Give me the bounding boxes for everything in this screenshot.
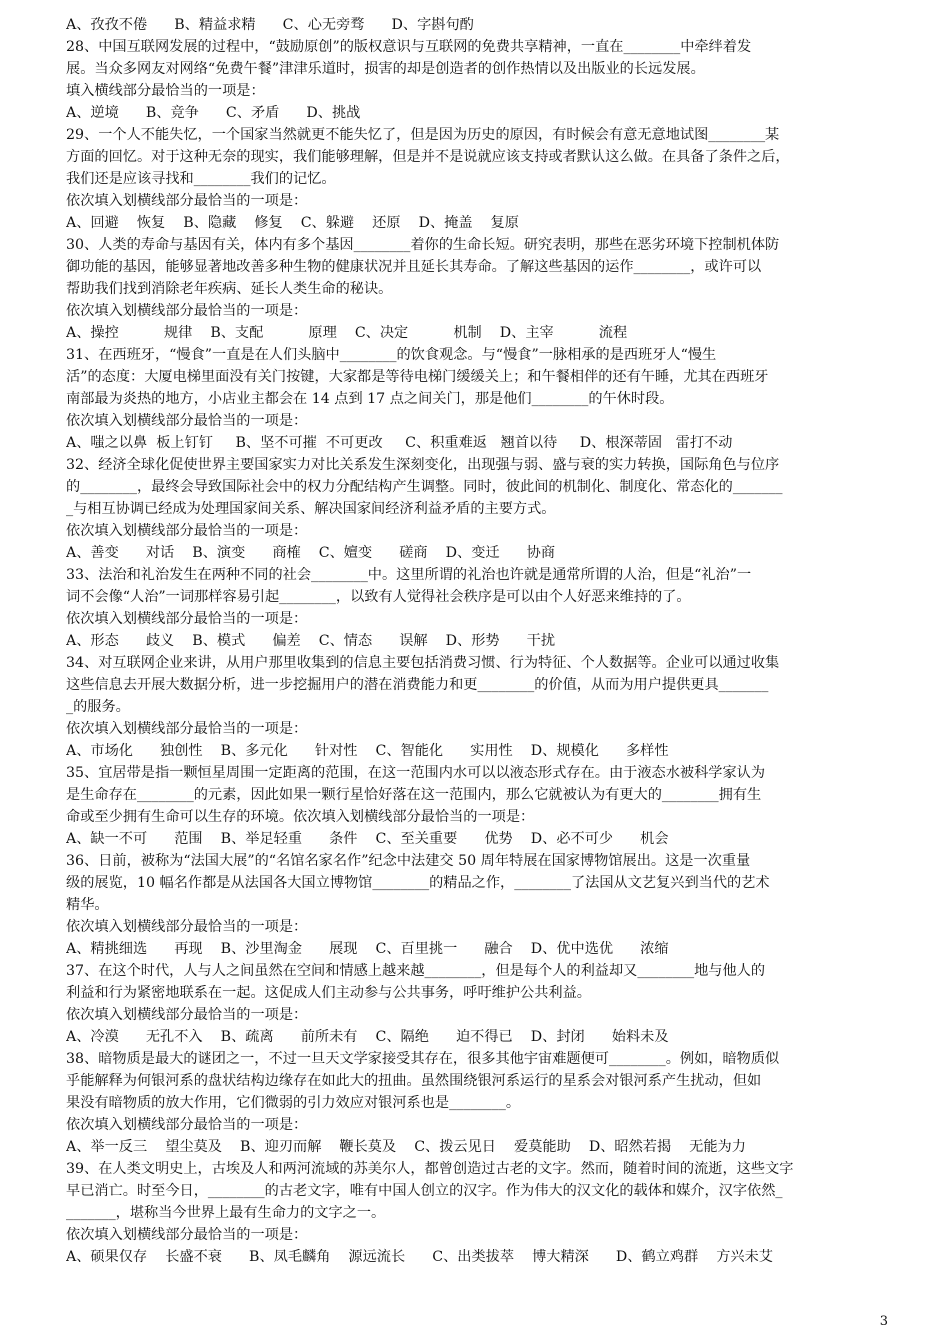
question-line: 命或至少拥有生命可以生存的环境。依次填入划横线部分最恰当的一项是： <box>66 809 535 825</box>
question-line: 南部最为炎热的地方，小店业主都会在 14 点到 17 点之间关门，那是他们________的午休时段。 <box>66 391 674 407</box>
page-number: 3 <box>879 1314 888 1329</box>
option-line: A、回避 恢复 B、隐藏 修复 C、躲避 还原 D、掩盖 复原 <box>66 215 519 231</box>
option-line: A、市场化 独创性 B、多元化 针对性 C、智能化 实用性 D、规模化 多样性 <box>66 743 669 759</box>
question-line: 37、在这个时代，人与人之间虽然在空间和情感上越来越________，但是每个人的利益却又________地与他人的 <box>66 963 766 979</box>
question-line: 的________，最终会导致国际社会中的权力分配结构产生调整。同时，彼此间的机制化、制度化、常态化的_______ <box>66 479 783 495</box>
question-line: 早已消亡。时至今日，________的古老文字，唯有中国人创立的汉字。作为伟大的汉文化的载体和媒介，汉字依然_ <box>66 1183 783 1199</box>
question-line: 精华。 <box>66 897 109 913</box>
option-line: A、冷漠 无孔不入 B、疏离 前所未有 C、隔绝 迫不得已 D、封闭 始料未及 <box>66 1029 669 1045</box>
prompt-line: 依次填入划横线部分最恰当的一项是： <box>66 721 308 737</box>
question-line: _______，堪称当今世界上最有生命力的文字之一。 <box>66 1205 386 1221</box>
question-line: 乎能解释为何银河系的盘状结构边缘存在如此大的扭曲。虽然围绕银河系运行的星系会对银河系产生扰动，但如 <box>66 1073 762 1089</box>
option-line: A、逆境 B、竞争 C、矛盾 D、挑战 <box>66 105 361 121</box>
question-line: 36、日前，被称为“法国大展”的“名馆名家名作”纪念中法建交 50 周年特展在国家博物馆展出。这是一次重量 <box>66 853 751 869</box>
question-line: 34、对互联网企业来讲，从用户那里收集到的信息主要包括消费习惯、行为特征、个人数据等。企业可以通过收集 <box>66 655 780 671</box>
option-line: A、举一反三 望尘莫及 B、迎刃而解 鞭长莫及 C、拨云见日 爱莫能助 D、昭然若揭 无能为力 <box>66 1139 746 1155</box>
option-line: A、精挑细选 再现 B、沙里淘金 展现 C、百里挑一 融合 D、优中选优 浓缩 <box>66 941 669 957</box>
prompt-line: 依次填入划横线部分最恰当的一项是： <box>66 1227 308 1243</box>
question-line: 32、经济全球化促使世界主要国家实力对比关系发生深刻变化，出现强与弱、盛与衰的实力转换，国际角色与位序 <box>66 457 780 473</box>
question-line: 词不会像“人治”一词那样容易引起________，以致有人觉得社会秩序是可以由个人好恶来维持的了。 <box>66 589 691 605</box>
question-line: 39、在人类文明史上，古埃及人和两河流域的苏美尔人，都曾创造过古老的文字。然而，随着时间的流逝，这些文字 <box>66 1161 794 1177</box>
question-line: 活”的态度：大厦电梯里面没有关门按键，大家都是等待电梯门缓缓关上；和午餐相伴的还有午睡，尤其在西班牙 <box>66 369 769 385</box>
question-line: 28、中国互联网发展的过程中，“鼓励原创”的版权意识与互联网的免费共享精神，一直在________中牵绊着发 <box>66 39 752 55</box>
option-line: A、操控 规律 B、支配 原理 C、决定 机制 D、主宰 流程 <box>66 325 628 341</box>
question-line: _与相互协调已经成为处理国家间关系、解决国家间经济利益矛盾的主要方式。 <box>66 501 556 517</box>
question-line: 30、人类的寿命与基因有关，体内有多个基因________着你的生命长短。研究表明，那些在恶劣环境下控制机体防 <box>66 237 780 253</box>
option-line: A、形态 歧义 B、模式 偏差 C、情态 误解 D、形势 干扰 <box>66 633 556 649</box>
prompt-line: 依次填入划横线部分最恰当的一项是： <box>66 303 308 319</box>
question-line: 果没有暗物质的放大作用，它们微弱的引力效应对银河系也是________。 <box>66 1095 521 1111</box>
question-line: 38、暗物质是最大的谜团之一，不过一旦天文学家接受其存在，很多其他宇宙难题便可________。例如，暗物质似 <box>66 1051 780 1067</box>
option-line: A、硕果仅存 长盛不衰 B、凤毛麟角 源远流长 C、出类拔萃 博大精深 D、鹤立鸡群 方兴未艾 <box>66 1249 773 1265</box>
question-line: 29、一个人不能失忆，一个国家当然就更不能失忆了，但是因为历史的原因，有时候会有意无意地试图________某 <box>66 127 780 143</box>
option-line: A、嗤之以鼻 板上钉钉 B、坚不可摧 不可更改 C、积重难返 翘首以待 D、根深蒂固 雷打不动 <box>66 435 733 451</box>
option-line: A、善变 对话 B、演变 商榷 C、嬗变 磋商 D、变迁 协商 <box>66 545 556 561</box>
question-line: 33、法治和礼治发生在两种不同的社会________中。这里所谓的礼治也许就是通常所谓的人治，但是“礼治”一 <box>66 567 752 583</box>
prompt-line: 依次填入划横线部分最恰当的一项是： <box>66 919 308 935</box>
prompt-line: 依次填入划横线部分最恰当的一项是： <box>66 1117 308 1133</box>
question-line: 方面的回忆。对于这种无奈的现实，我们能够理解，但是并不是说就应该支持或者默认这么做。在具备了条件之后， <box>66 149 790 165</box>
prompt-line: 依次填入划横线部分最恰当的一项是： <box>66 1007 308 1023</box>
option-line: A、孜孜不倦 B、精益求精 C、心无旁骛 D、字斟句酌 <box>66 17 474 33</box>
question-line: 利益和行为紧密地联系在一起。这促成人们主动参与公共事务，呼吁维护公共利益。 <box>66 985 591 1001</box>
question-line: 御功能的基因，能够显著地改善多种生物的健康状况并且延长其寿命。了解这些基因的运作________，或许可以 <box>66 259 762 275</box>
question-line: 帮助我们找到消除老年疾病、延长人类生命的秘诀。 <box>66 281 393 297</box>
question-line: 31、在西班牙，“慢食”一直是在人们头脑中________的饮食观念。与“慢食”一脉相承的是西班牙人“慢生 <box>66 347 717 363</box>
prompt-line: 依次填入划横线部分最恰当的一项是： <box>66 193 308 209</box>
option-line: A、缺一不可 范围 B、举足轻重 条件 C、至关重要 优势 D、必不可少 机会 <box>66 831 669 847</box>
prompt-line: 填入横线部分最恰当的一项是： <box>66 83 265 99</box>
question-line: 展。当众多网友对网络“免费午餐”津津乐道时，损害的却是创造者的创作热情以及出版业的长远发展。 <box>66 61 705 77</box>
prompt-line: 依次填入划横线部分最恰当的一项是： <box>66 413 308 429</box>
document-page <box>66 14 888 1268</box>
question-line: 35、宜居带是指一颗恒星周围一定距离的范围，在这一范围内水可以以液态形式存在。由于液态水被科学家认为 <box>66 765 766 781</box>
question-line: 级的展览，10 幅名作都是从法国各大国立博物馆________的精品之作，________了法国从文艺复兴到当代的艺术 <box>66 875 770 891</box>
question-line: 是生命存在________的元素，因此如果一颗行星恰好落在这一范围内，那么它就被认为有更大的________拥有生 <box>66 787 762 803</box>
question-line: _的服务。 <box>66 699 130 715</box>
question-line: 我们还是应该寻找和________我们的记忆。 <box>66 171 336 187</box>
prompt-line: 依次填入划横线部分最恰当的一项是： <box>66 611 308 627</box>
prompt-line: 依次填入划横线部分最恰当的一项是： <box>66 523 308 539</box>
question-line: 这些信息去开展大数据分析，进一步挖掘用户的潜在消费能力和更________的价值，从而为用户提供更具_______ <box>66 677 769 693</box>
